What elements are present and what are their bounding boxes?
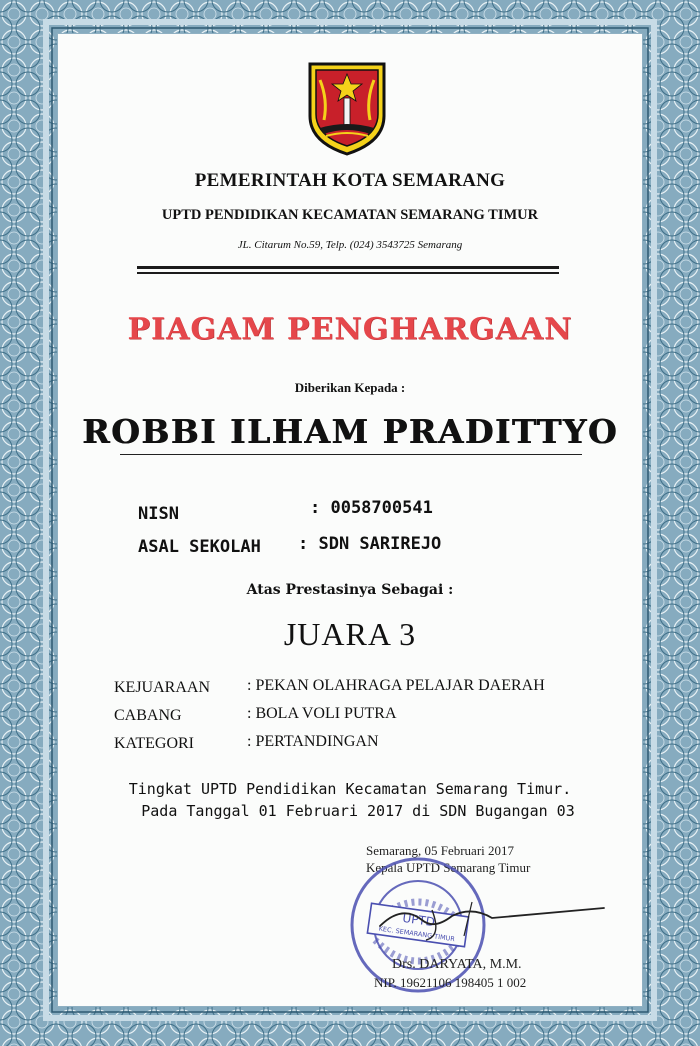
detail-label-cabang: CABANG — [114, 707, 182, 724]
detail-label-kategori: KATEGORI — [114, 735, 194, 752]
detail-value-kategori: : PERTANDINGAN — [247, 733, 379, 750]
handwritten-signature — [372, 896, 612, 946]
event-date-place: Pada Tanggal 01 Februari 2017 di SDN Bugangan 03 — [141, 802, 575, 820]
recipient-name: ROBBI ILHAM PRADITTYO — [82, 412, 618, 451]
signatory-position: Kepala UPTD Semarang Timur — [366, 860, 531, 875]
header-divider-thin — [137, 272, 559, 274]
nisn-value: : 0058700541 — [310, 498, 433, 518]
signatory-name: Drs. DARYATA, M.M. — [392, 957, 522, 972]
detail-label-kejuaraan: KEJUARAAN — [114, 679, 210, 696]
stamp-sub-text: KEC. SEMARANG TIMUR — [378, 924, 456, 944]
header-divider-thick — [137, 266, 559, 269]
detail-value-kejuaraan: : PEKAN OLAHRAGA PELAJAR DAERAH — [247, 677, 545, 694]
stamp-center-text: UPTD — [401, 910, 436, 930]
school-value: : SDN SARIREJO — [298, 534, 442, 554]
signature-place-date: Semarang, 05 Februari 2017 — [366, 843, 515, 858]
achievement-rank: JUARA 3 — [283, 616, 417, 652]
achievement-intro: Atas Prestasinya Sebagai : — [246, 582, 454, 598]
detail-value-cabang: : BOLA VOLI PUTRA — [247, 705, 397, 722]
nisn-label: NISN — [138, 504, 179, 524]
header-government: PEMERINTAH KOTA SEMARANG — [194, 170, 506, 191]
city-emblem-icon — [306, 60, 388, 156]
school-label: ASAL SEKOLAH — [138, 537, 261, 557]
header-address: JL. Citarum No.59, Telp. (024) 3543725 Semarang — [237, 239, 463, 251]
signatory-nip: NIP. 19621106 198405 1 002 — [374, 975, 527, 990]
header-office: UPTD PENDIDIKAN KECAMATAN SEMARANG TIMUR — [161, 207, 539, 223]
given-to-label: Diberikan Kepada : — [294, 380, 406, 395]
event-level: Tingkat UPTD Pendidikan Kecamatan Semarang Timur. — [128, 780, 572, 798]
certificate-title: PIAGAM PENGHARGAAN — [127, 312, 573, 347]
recipient-underline — [120, 454, 582, 455]
